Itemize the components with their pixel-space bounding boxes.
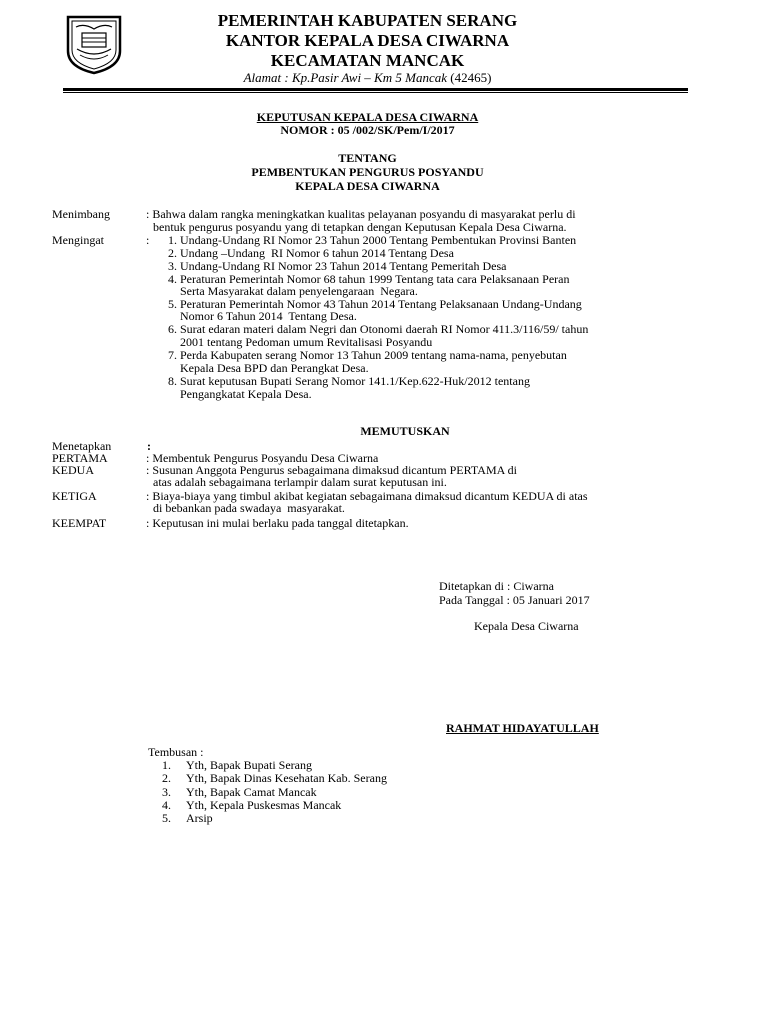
regency-logo [64, 13, 124, 75]
memutuskan-heading: MEMUTUSKAN [360, 424, 450, 438]
decree-number: NOMOR : 05 /002/SK/Pem/I/2017 [280, 123, 455, 137]
tembusan-number: 3. [162, 785, 171, 799]
mengingat-item: 1. Undang-Undang RI Nomor 23 Tahun 2000 Tentang Pembentukan Provinsi Banten [168, 233, 577, 247]
mengingat-item: Pengangkatat Kepala Desa. [168, 387, 312, 401]
tembusan-item: Yth, Bapak Bupati Serang [186, 758, 312, 772]
decree-subject: PEMBENTUKAN PENGURUS POSYANDU [251, 165, 484, 179]
mengingat-item: 4. Peraturan Pemerintah Nomor 68 tahun 1999 Tentang tata cara Pelaksanaan Peran [168, 272, 570, 286]
ketiga-label: KETIGA [52, 489, 97, 503]
mengingat-colon: : [146, 233, 150, 247]
header-rule-thin [63, 92, 688, 93]
mengingat-item: Kepala Desa BPD dan Perangkat Desa. [168, 361, 369, 375]
mengingat-label: Mengingat [52, 233, 104, 247]
tentang-heading: TENTANG [338, 151, 397, 165]
signature-date: Pada Tanggal : 05 Januari 2017 [439, 593, 590, 607]
tembusan-item: Arsip [186, 811, 213, 825]
header-office: KANTOR KEPALA DESA CIWARNA [225, 31, 510, 50]
menimbang-line1: : Bahwa dalam rangka meningkatkan kualitas pelayanan posyandu di masyarakat perlu di [146, 207, 576, 221]
mengingat-item: 7. Perda Kabupaten serang Nomor 13 Tahun 2009 tentang nama-nama, penyebutan [168, 348, 567, 362]
mengingat-item: 2. Undang –Undang RI Nomor 6 tahun 2014 Tentang Desa [168, 246, 454, 260]
tembusan-item: Yth, Bapak Camat Mancak [186, 785, 317, 799]
tembusan-number: 1. [162, 758, 171, 772]
ketiga-line1: : Biaya-biaya yang timbul akibat kegiatan sebagaimana dimaksud dicantum KEDUA di atas [146, 489, 588, 503]
kedua-label: KEDUA [52, 463, 94, 477]
kedua-line1: : Susunan Anggota Pengurus sebagaimana dimaksud dicantum PERTAMA di [146, 463, 517, 477]
menetapkan-label: Menetapkan [52, 439, 112, 453]
pertama-text: : Membentuk Pengurus Posyandu Desa Ciwarna [146, 451, 379, 465]
decree-title: KEPUTUSAN KEPALA DESA CIWARNA [256, 110, 479, 124]
mengingat-item: Serta Masyarakat dalam penyelengaraan Negara. [168, 284, 418, 298]
menetapkan-colon: : [147, 439, 151, 453]
tembusan-number: 5. [162, 811, 171, 825]
tembusan-label: Tembusan : [148, 745, 204, 759]
mengingat-item: Nomor 6 Tahun 2014 Tentang Desa. [168, 309, 357, 323]
decree-authority: KEPALA DESA CIWARNA [295, 179, 440, 193]
tembusan-number: 2. [162, 771, 171, 785]
tembusan-item: Yth, Kepala Puskesmas Mancak [186, 798, 342, 812]
header-address [145, 70, 590, 86]
tembusan-item: Yth, Bapak Dinas Kesehatan Kab. Serang [186, 771, 387, 785]
signature-position: Kepala Desa Ciwarna [474, 619, 579, 633]
signature-place: Ditetapkan di : Ciwarna [439, 579, 554, 593]
mengingat-item: 5. Peraturan Pemerintah Nomor 43 Tahun 2014 Tentang Pelaksanaan Undang-Undang [168, 297, 582, 311]
postal-code: (42465) [447, 70, 492, 85]
keempat-text: : Keputusan ini mulai berlaku pada tanggal ditetapkan. [146, 516, 409, 530]
pertama-label: PERTAMA [52, 451, 108, 465]
mengingat-item: 6. Surat edaran materi dalam Negri dan Otonomi daerah RI Nomor 411.3/116/59/ tahun [168, 322, 589, 336]
mengingat-item: 3. Undang-Undang RI Nomor 23 Tahun 2014 Tentang Pemeritah Desa [168, 259, 507, 273]
menimbang-label: Menimbang [52, 207, 110, 221]
address-text: Alamat : Kp.Pasir Awi – Km 5 Mancak [243, 70, 447, 85]
ketiga-line2: di bebankan pada swadaya masyarakat. [153, 501, 345, 515]
header-rule-thick [63, 88, 688, 91]
header-district: KECAMATAN MANCAK [270, 51, 465, 70]
tembusan-number: 4. [162, 798, 171, 812]
kedua-line2: atas adalah sebagaimana terlampir dalam surat keputusan ini. [153, 475, 447, 489]
keempat-label: KEEMPAT [52, 516, 107, 530]
menimbang-line2: bentuk pengurus posyandu yang di tetapkan dengan Keputusan Kepala Desa Ciwarna. [153, 220, 567, 234]
header-government: PEMERINTAH KABUPATEN SERANG [217, 11, 518, 30]
mengingat-item: 2001 tentang Pedoman umum Revitalisasi Posyandu [168, 335, 433, 349]
signatory-name: RAHMAT HIDAYATULLAH [446, 721, 599, 735]
mengingat-item: 8. Surat keputusan Bupati Serang Nomor 141.1/Kep.622-Huk/2012 tentang [168, 374, 530, 388]
